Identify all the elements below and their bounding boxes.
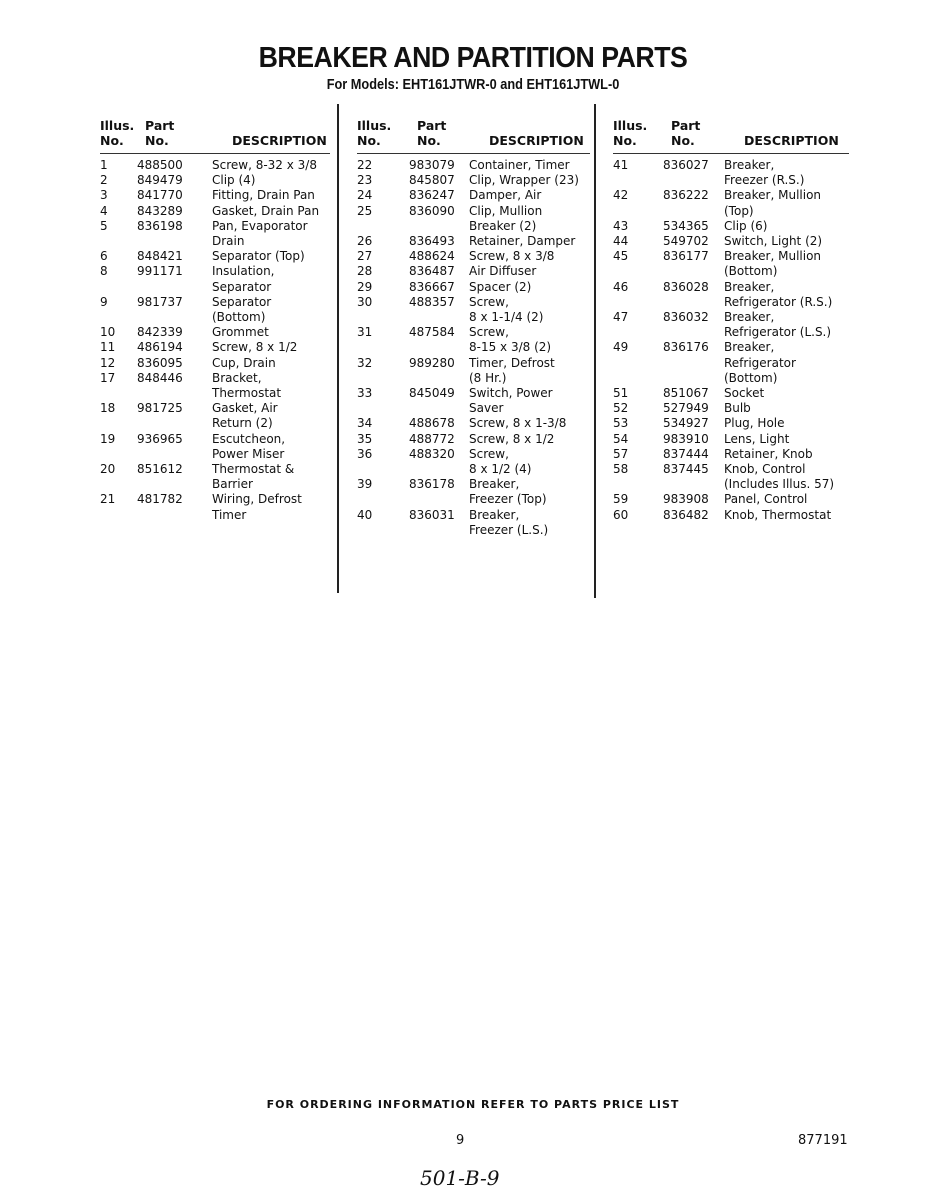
description-line: Separator (Top) <box>212 249 305 264</box>
illus-number: 24 <box>357 188 373 203</box>
part-number: 836493 <box>409 234 455 249</box>
illus-number: 60 <box>613 507 629 522</box>
part-number: 836198 <box>137 218 183 233</box>
part-number: 849479 <box>137 173 183 188</box>
description-line: Air Diffuser <box>469 264 537 279</box>
description <box>469 204 579 234</box>
illus-number: 5 <box>100 218 108 233</box>
description-line: Insulation, <box>212 264 275 279</box>
table-row <box>613 401 834 416</box>
table-row <box>357 280 579 295</box>
part-number: 989280 <box>409 355 455 370</box>
part-number: 486194 <box>137 340 183 355</box>
description-line: Breaker (2) <box>469 218 537 233</box>
description <box>212 325 319 340</box>
illus-number: 30 <box>357 294 373 309</box>
description-line: (Bottom) <box>724 264 778 279</box>
part-number: 983910 <box>663 431 709 446</box>
description-line: Breaker, Mullion <box>724 188 822 203</box>
table-row <box>613 249 834 279</box>
description-line: Spacer (2) <box>469 279 532 294</box>
table-row <box>100 188 319 203</box>
description <box>212 158 319 173</box>
illus-number: 43 <box>613 218 629 233</box>
description <box>212 219 319 249</box>
description-line: Separator <box>212 294 272 309</box>
part-number: 851067 <box>663 386 709 401</box>
description-line: Fitting, Drain Pan <box>212 188 315 203</box>
illus-number: 19 <box>100 431 116 446</box>
table-row <box>357 447 579 477</box>
illus-number: 9 <box>100 294 108 309</box>
table-row <box>613 234 834 249</box>
description <box>212 295 319 325</box>
description <box>212 432 319 462</box>
part-number: 836177 <box>663 249 709 264</box>
description <box>469 325 579 355</box>
part-number: 836178 <box>409 477 455 492</box>
illus-number: 18 <box>100 401 116 416</box>
description-line: Return (2) <box>212 416 273 431</box>
illus-number: 11 <box>100 340 116 355</box>
illus-number: 32 <box>357 355 373 370</box>
description-line: Retainer, Damper <box>469 234 576 249</box>
description <box>724 280 834 310</box>
part-number: 488500 <box>137 158 183 172</box>
header-part-1: Part <box>145 118 175 133</box>
table-row <box>100 325 319 340</box>
description-line: Pan, Evaporator <box>212 218 308 233</box>
description-line: Power Miser <box>212 446 285 461</box>
table-row <box>100 219 319 249</box>
illus-number: 31 <box>357 325 373 340</box>
description-line: Switch, Power <box>469 386 553 401</box>
description-line: Thermostat <box>212 386 282 401</box>
illus-number: 2 <box>100 173 108 188</box>
header-illus-1: Illus. <box>100 118 135 133</box>
part-number: 836028 <box>663 279 709 294</box>
description-line: Clip (4) <box>212 173 256 188</box>
illus-number: 35 <box>357 431 373 446</box>
part-number: 836032 <box>663 310 709 325</box>
illus-number: 17 <box>100 370 116 385</box>
part-number: 836667 <box>409 279 455 294</box>
table-row <box>613 492 834 507</box>
description-line: Breaker, <box>724 158 775 172</box>
description-line: Breaker, <box>724 279 775 294</box>
illus-number: 26 <box>357 234 373 249</box>
illus-number: 47 <box>613 310 629 325</box>
table-row <box>613 280 834 310</box>
description-line: 8 x 1/2 (4) <box>469 462 532 477</box>
header-underline <box>357 153 590 154</box>
description-line: Screw, 8 x 1/2 <box>469 431 555 446</box>
part-number: 983908 <box>663 492 709 507</box>
header-illus-1: Illus. <box>357 118 392 133</box>
part-number: 843289 <box>137 203 183 218</box>
part-number: 836031 <box>409 507 455 522</box>
table-row <box>613 508 834 523</box>
part-number: 848421 <box>137 249 183 264</box>
part-number: 487584 <box>409 325 455 340</box>
illus-number: 39 <box>357 477 373 492</box>
illus-number: 57 <box>613 446 629 461</box>
description-line: Lens, Light <box>724 431 790 446</box>
table-row <box>100 432 319 462</box>
header-underline <box>100 153 330 154</box>
description-line: Screw, 8-32 x 3/8 <box>212 158 317 172</box>
illus-number: 36 <box>357 446 373 461</box>
description <box>724 249 834 279</box>
description-line: (Includes Illus. 57) <box>724 477 835 492</box>
description <box>724 492 834 507</box>
part-number: 534365 <box>663 218 709 233</box>
description-line: Gasket, Drain Pan <box>212 203 320 218</box>
table-row <box>357 173 579 188</box>
table-row <box>100 340 319 355</box>
part-number: 845049 <box>409 386 455 401</box>
part-number: 527949 <box>663 401 709 416</box>
description-line: Knob, Thermostat <box>724 507 832 522</box>
description <box>212 204 319 219</box>
table-row <box>613 432 834 447</box>
description <box>724 188 834 218</box>
part-number: 981725 <box>137 401 183 416</box>
part-number: 534927 <box>663 416 709 431</box>
description-line: Timer, Defrost <box>469 355 555 370</box>
description-line: Breaker, <box>469 507 520 522</box>
description <box>469 477 579 507</box>
description-line: Screw, <box>469 446 509 461</box>
description-line: Saver <box>469 401 504 416</box>
description-line: (Bottom) <box>212 310 266 325</box>
table-row <box>613 188 834 218</box>
part-number: 488678 <box>409 416 455 431</box>
illus-number: 44 <box>613 234 629 249</box>
part-number: 848446 <box>137 370 183 385</box>
illus-number: 58 <box>613 462 629 477</box>
illus-number: 4 <box>100 203 108 218</box>
description-line: Socket <box>724 386 765 401</box>
description <box>724 386 834 401</box>
parts-list <box>357 158 579 538</box>
table-row <box>100 173 319 188</box>
column-divider <box>337 104 339 593</box>
handwritten-note: 501-B-9 <box>420 1166 500 1190</box>
description-line: Screw, <box>469 325 509 340</box>
description <box>469 386 579 416</box>
header-description: DESCRIPTION <box>489 133 584 148</box>
description <box>469 416 579 431</box>
table-row <box>357 356 579 386</box>
description-line: Screw, 8 x 3/8 <box>469 249 555 264</box>
description-line: Separator <box>212 279 272 294</box>
illus-number: 23 <box>357 173 373 188</box>
table-row <box>357 295 579 325</box>
header-illus-1: Illus. <box>613 118 648 133</box>
description <box>469 432 579 447</box>
illus-number: 51 <box>613 386 629 401</box>
table-row <box>100 295 319 325</box>
description-line: Wiring, Defrost <box>212 492 302 507</box>
description-line: Refrigerator <box>724 355 796 370</box>
description-line: Breaker, <box>469 477 520 492</box>
header-description: DESCRIPTION <box>744 133 839 148</box>
description <box>724 310 834 340</box>
description-line: Retainer, Knob <box>724 446 813 461</box>
table-row <box>357 204 579 234</box>
illus-number: 49 <box>613 340 629 355</box>
table-row <box>613 386 834 401</box>
illus-number: 46 <box>613 279 629 294</box>
table-row <box>357 234 579 249</box>
description-line: Screw, <box>469 294 509 309</box>
table-row <box>100 401 319 431</box>
description-line: Breaker, <box>724 340 775 355</box>
description <box>212 249 319 264</box>
part-number: 842339 <box>137 325 183 340</box>
description-line: (Top) <box>724 203 754 218</box>
description <box>724 508 834 523</box>
parts-list <box>613 158 834 523</box>
illus-number: 8 <box>100 264 108 279</box>
description <box>469 280 579 295</box>
part-number: 836482 <box>663 507 709 522</box>
table-row <box>357 508 579 538</box>
table-row <box>613 219 834 234</box>
illus-number: 28 <box>357 264 373 279</box>
description-line: Bulb <box>724 401 751 416</box>
table-row <box>357 249 579 264</box>
table-row <box>357 264 579 279</box>
description-line: Freezer (L.S.) <box>469 522 549 537</box>
description <box>469 508 579 538</box>
description <box>212 264 319 294</box>
illus-number: 20 <box>100 462 116 477</box>
table-row <box>100 371 319 401</box>
illus-number: 10 <box>100 325 116 340</box>
description-line: Barrier <box>212 477 253 492</box>
table-row <box>100 158 319 173</box>
description <box>724 447 834 462</box>
description-line: Escutcheon, <box>212 431 286 446</box>
table-row <box>613 340 834 386</box>
table-row <box>100 249 319 264</box>
document-number: 877191 <box>798 1133 848 1148</box>
part-number: 845807 <box>409 173 455 188</box>
part-number: 488772 <box>409 431 455 446</box>
description-line: Clip (6) <box>724 218 768 233</box>
description <box>212 173 319 188</box>
description <box>469 249 579 264</box>
description-line: Cup, Drain <box>212 355 276 370</box>
page-number: 9 <box>456 1133 465 1148</box>
table-row <box>357 432 579 447</box>
illus-number: 54 <box>613 431 629 446</box>
description-line: Bracket, <box>212 370 262 385</box>
table-row <box>357 158 579 173</box>
description <box>724 158 834 188</box>
description <box>469 295 579 325</box>
description-line: Drain <box>212 234 245 249</box>
part-number: 488320 <box>409 446 455 461</box>
illus-number: 6 <box>100 249 108 264</box>
illus-number: 22 <box>357 158 373 172</box>
description <box>469 447 579 477</box>
description-line: Freezer (R.S.) <box>724 173 805 188</box>
description-line: Container, Timer <box>469 158 570 172</box>
description <box>212 462 319 492</box>
table-row <box>357 325 579 355</box>
description-line: 8-15 x 3/8 (2) <box>469 340 552 355</box>
description <box>469 356 579 386</box>
table-row <box>613 310 834 340</box>
part-number: 549702 <box>663 234 709 249</box>
header-underline <box>613 153 849 154</box>
description-line: Knob, Control <box>724 462 806 477</box>
description <box>724 462 834 492</box>
models-subtitle: For Models: EHT161JTWR-0 and EHT161JTWL-0 <box>326 76 620 93</box>
description <box>724 234 834 249</box>
part-number: 983079 <box>409 158 455 172</box>
description <box>469 234 579 249</box>
illus-number: 27 <box>357 249 373 264</box>
illus-number: 52 <box>613 401 629 416</box>
description <box>724 340 834 386</box>
description-line: Screw, 8 x 1-3/8 <box>469 416 567 431</box>
illus-number: 45 <box>613 249 629 264</box>
table-row <box>100 264 319 294</box>
description <box>212 401 319 431</box>
description <box>212 340 319 355</box>
description-line: 8 x 1-1/4 (2) <box>469 310 544 325</box>
table-row <box>357 477 579 507</box>
illus-number: 59 <box>613 492 629 507</box>
description <box>724 219 834 234</box>
illus-number: 41 <box>613 158 629 172</box>
table-row <box>100 492 319 522</box>
part-number: 481782 <box>137 492 183 507</box>
illus-number: 33 <box>357 386 373 401</box>
description-line: Panel, Control <box>724 492 808 507</box>
description <box>724 416 834 431</box>
description <box>469 158 579 173</box>
description-line: Gasket, Air <box>212 401 278 416</box>
header-part-2: No. <box>145 133 169 148</box>
description <box>469 188 579 203</box>
illus-number: 12 <box>100 355 116 370</box>
description-line: Thermostat & <box>212 462 295 477</box>
description <box>212 492 319 522</box>
part-number: 836176 <box>663 340 709 355</box>
header-description: DESCRIPTION <box>232 133 327 148</box>
table-row <box>357 386 579 416</box>
part-number: 836027 <box>663 158 709 172</box>
table-row <box>613 158 834 188</box>
description-line: (8 Hr.) <box>469 370 507 385</box>
part-number: 936965 <box>137 431 183 446</box>
illus-number: 40 <box>357 507 373 522</box>
description <box>724 401 834 416</box>
illus-number: 53 <box>613 416 629 431</box>
part-number: 836247 <box>409 188 455 203</box>
description <box>212 371 319 401</box>
header-part-2: No. <box>417 133 441 148</box>
illus-number: 21 <box>100 492 116 507</box>
header-part-1: Part <box>417 118 447 133</box>
header-part-2: No. <box>671 133 695 148</box>
description <box>469 173 579 188</box>
description-line: Refrigerator (R.S.) <box>724 294 833 309</box>
table-row <box>613 447 834 462</box>
description <box>469 264 579 279</box>
illus-number: 25 <box>357 203 373 218</box>
ordering-note: FOR ORDERING INFORMATION REFER TO PARTS PRICE LIST <box>266 1098 680 1111</box>
header-part-1: Part <box>671 118 701 133</box>
column-divider <box>594 104 596 598</box>
table-row <box>357 416 579 431</box>
part-number: 837445 <box>663 462 709 477</box>
part-number: 841770 <box>137 188 183 203</box>
part-number: 836487 <box>409 264 455 279</box>
description-line: Refrigerator (L.S.) <box>724 325 832 340</box>
illus-number: 1 <box>100 158 108 172</box>
illus-number: 29 <box>357 279 373 294</box>
part-number: 836095 <box>137 355 183 370</box>
description-line: Breaker, Mullion <box>724 249 822 264</box>
description-line: Clip, Wrapper (23) <box>469 173 579 188</box>
table-row <box>357 188 579 203</box>
part-number: 851612 <box>137 462 183 477</box>
part-number: 991171 <box>137 264 183 279</box>
description-line: Clip, Mullion <box>469 203 543 218</box>
part-number: 836222 <box>663 188 709 203</box>
part-number: 488624 <box>409 249 455 264</box>
header-illus-2: No. <box>100 133 124 148</box>
description-line: Switch, Light (2) <box>724 234 823 249</box>
illus-number: 42 <box>613 188 629 203</box>
part-number: 836090 <box>409 203 455 218</box>
description <box>724 432 834 447</box>
description-line: Grommet <box>212 325 269 340</box>
table-row <box>613 416 834 431</box>
description-line: (Bottom) <box>724 370 778 385</box>
part-number: 981737 <box>137 294 183 309</box>
illus-number: 34 <box>357 416 373 431</box>
table-row <box>613 462 834 492</box>
parts-list <box>100 158 319 523</box>
part-number: 488357 <box>409 294 455 309</box>
header-illus-2: No. <box>357 133 381 148</box>
illus-number: 3 <box>100 188 108 203</box>
description <box>212 356 319 371</box>
table-row <box>100 356 319 371</box>
description-line: Plug, Hole <box>724 416 785 431</box>
table-row <box>100 462 319 492</box>
description-line: Timer <box>212 507 247 522</box>
description-line: Freezer (Top) <box>469 492 547 507</box>
table-row <box>100 204 319 219</box>
part-number: 837444 <box>663 446 709 461</box>
page-title: BREAKER AND PARTITION PARTS <box>258 42 688 74</box>
description <box>212 188 319 203</box>
description-line: Breaker, <box>724 310 775 325</box>
description-line: Damper, Air <box>469 188 542 203</box>
description-line: Screw, 8 x 1/2 <box>212 340 298 355</box>
header-illus-2: No. <box>613 133 637 148</box>
